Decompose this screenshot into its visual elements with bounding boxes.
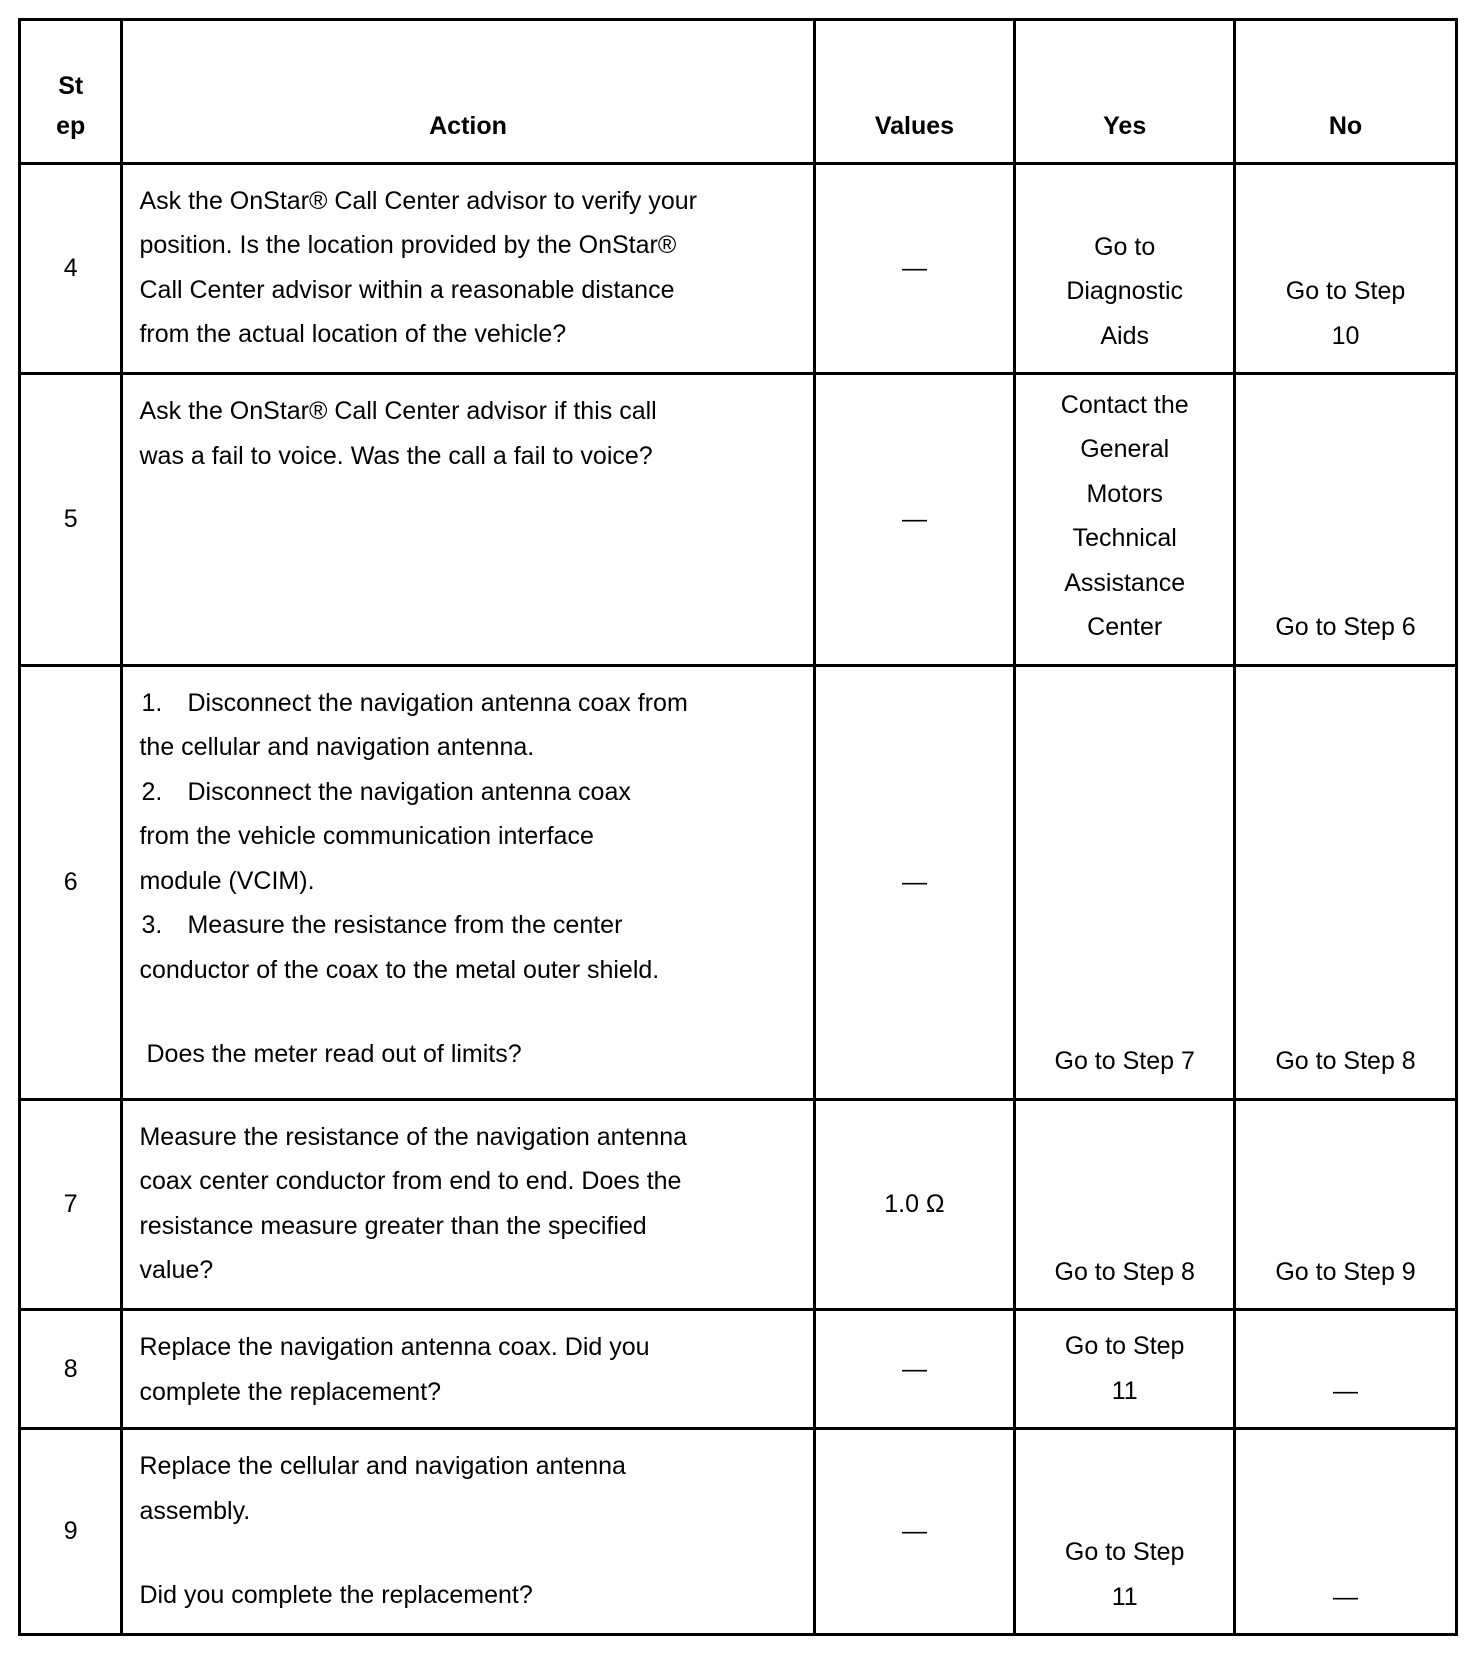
action-text: Replace the cellular and navigation antenna assembly. Did you complete the replacement? xyxy=(122,1429,814,1635)
step-number: 8 xyxy=(20,1310,122,1429)
values-cell: — xyxy=(814,1429,1015,1635)
action-text: 1. Disconnect the navigation antenna coax from the cellular and navigation antenna. 2. Disconnect the navigation antenna coax from the vehicle communication interface module (VCIM). 3. Measure the resistance from the center conductor of the coax to the metal outer shield. Does the meter read out of limits? xyxy=(122,665,814,1099)
no-link[interactable]: Go to Step 9 xyxy=(1235,1099,1457,1309)
table-row xyxy=(20,665,1457,1099)
action-text: Measure the resistance of the navigation antenna coax center conductor from end to end. Does the resistance measure greater than the specified value? xyxy=(122,1099,814,1309)
table-row xyxy=(20,1429,1457,1635)
step-number: 4 xyxy=(20,163,122,373)
values-cell: 1.0 Ω xyxy=(814,1099,1015,1309)
yes-link[interactable]: Go to Diagnostic Aids xyxy=(1015,163,1235,373)
action-text: Replace the navigation antenna coax. Did you complete the replacement? xyxy=(122,1310,814,1429)
values-cell: — xyxy=(814,1310,1015,1429)
header-row xyxy=(20,20,1457,164)
step-number: 6 xyxy=(20,665,122,1099)
values-cell: — xyxy=(814,163,1015,373)
table-row xyxy=(20,1099,1457,1309)
list-item: 3. Measure the resistance from the center xyxy=(141,911,623,940)
header-values: Values xyxy=(814,20,1015,164)
step-number: 5 xyxy=(20,374,122,665)
list-item: 2. Disconnect the navigation antenna coax xyxy=(141,777,631,806)
question-text: Does the meter read out of limits? xyxy=(146,1040,522,1069)
no-value: — xyxy=(1235,1429,1457,1635)
no-link[interactable]: Go to Step 6 xyxy=(1235,374,1457,665)
header-no: No xyxy=(1235,20,1457,164)
yes-link[interactable]: Go to Step 8 xyxy=(1015,1099,1235,1309)
yes-link[interactable]: Go to Step 7 xyxy=(1015,665,1235,1099)
header-action: Action xyxy=(122,20,814,164)
table-row xyxy=(20,374,1457,665)
action-text: Ask the OnStar® Call Center advisor to verify your position. Is the location provided by the OnStar® Call Center advisor within a reasonable distance from the actual location of the vehicle? xyxy=(122,163,814,373)
yes-link[interactable]: Go to Step 11 xyxy=(1015,1429,1235,1635)
yes-link[interactable]: Go to Step 11 xyxy=(1015,1310,1235,1429)
step-number: 9 xyxy=(20,1429,122,1635)
yes-link[interactable]: Contact the General Motors Technical Assistance Center xyxy=(1015,374,1235,665)
header-step: St ep xyxy=(20,20,122,164)
table-row xyxy=(20,163,1457,373)
diagnostic-table xyxy=(18,18,1458,1636)
action-text: Ask the OnStar® Call Center advisor if this call was a fail to voice. Was the call a fail to voice? xyxy=(122,374,814,665)
no-link[interactable]: Go to Step 8 xyxy=(1235,665,1457,1099)
no-link[interactable]: Go to Step 10 xyxy=(1235,163,1457,373)
header-yes: Yes xyxy=(1015,20,1235,164)
list-item: 1. Disconnect the navigation antenna coax from xyxy=(141,688,688,717)
values-cell: — xyxy=(814,374,1015,665)
no-value: — xyxy=(1235,1310,1457,1429)
table-row xyxy=(20,1310,1457,1429)
values-cell: — xyxy=(814,665,1015,1099)
step-number: 7 xyxy=(20,1099,122,1309)
question-text: Did you complete the replacement? xyxy=(139,1581,533,1610)
